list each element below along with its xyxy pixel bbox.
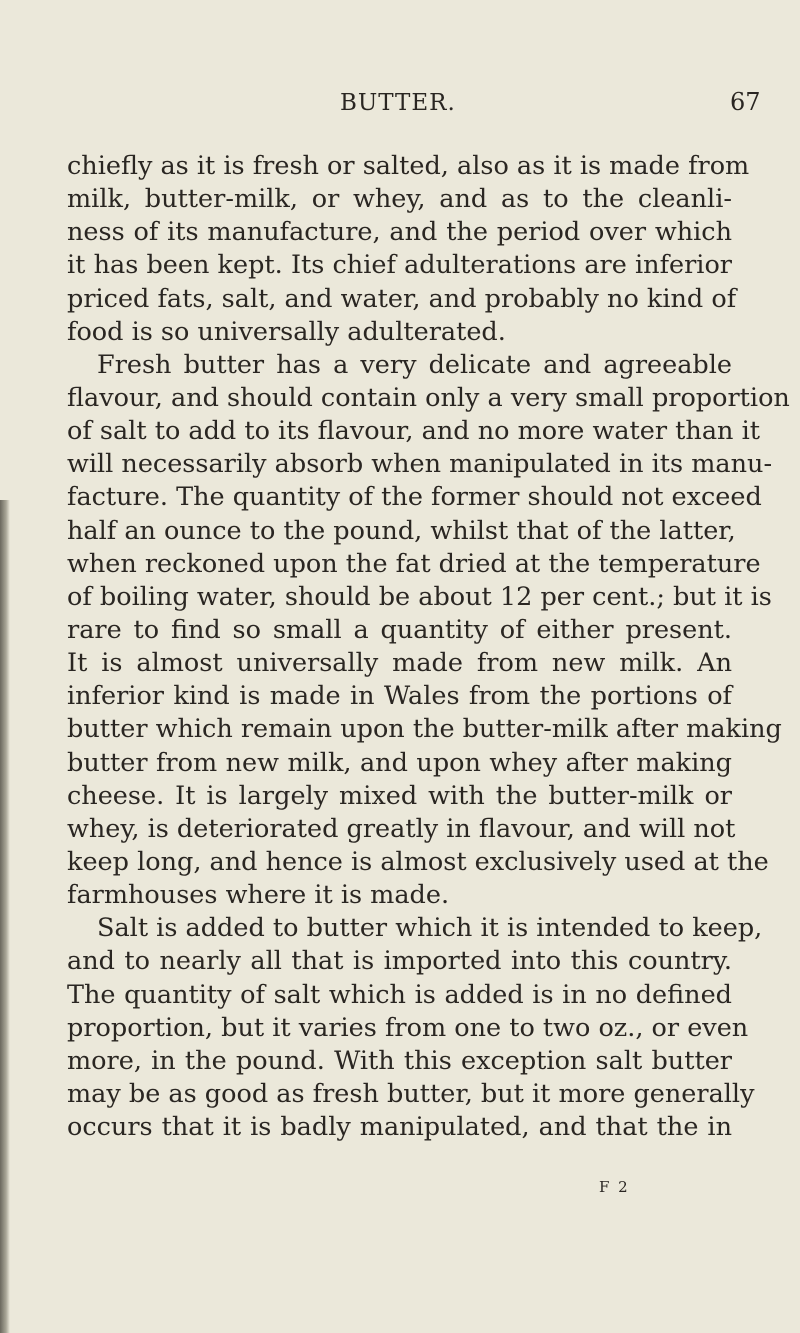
text-line: cheese. It is largely mixed with the butter-milk or xyxy=(67,780,732,811)
page-number: 67 xyxy=(730,88,761,116)
text-line: farmhouses where it is made. xyxy=(67,880,450,911)
text-line: of salt to add to its flavour, and no more water than it xyxy=(67,416,760,447)
text-line: occurs that it is badly manipulated, and that the in xyxy=(67,1112,732,1143)
text-line: flavour, and should contain only a very small proportion xyxy=(67,382,790,413)
text-line: rare to find so small a quantity of either present. xyxy=(67,614,732,645)
text-line: The quantity of salt which is added is in no defined xyxy=(67,979,732,1010)
text-line: it has been kept. Its chief adulterations are inferior xyxy=(67,250,732,281)
text-line: food is so universally adulterated. xyxy=(67,316,506,347)
text-line: ness of its manufacture, and the period over which xyxy=(67,217,732,248)
text-line: butter which remain upon the butter-milk after making xyxy=(67,714,782,745)
text-line: more, in the pound. With this exception salt butter xyxy=(67,1045,732,1076)
text-line: facture. The quantity of the former should not exceed xyxy=(67,482,762,513)
text-line: chiefly as it is fresh or salted, also as it is made from xyxy=(67,151,750,181)
text-line: when reckoned upon the fat dried at the temperature xyxy=(67,548,761,579)
running-title: BUTTER. xyxy=(340,90,456,116)
running-header xyxy=(0,86,800,126)
text-line: keep long, and hence is almost exclusively used at the xyxy=(67,846,769,877)
text-line: and to nearly all that is imported into this country. xyxy=(67,946,732,977)
text-line: milk, butter-milk, or whey, and as to the cleanli- xyxy=(67,184,732,215)
text-line: priced fats, salt, and water, and probably no kind of xyxy=(67,283,737,314)
text-line: butter from new milk, and upon whey after making xyxy=(67,747,732,778)
text-line: will necessarily absorb when manipulated in its manu- xyxy=(67,449,773,480)
text-line: of boiling water, should be about 12 per cent.; but it is xyxy=(67,581,772,612)
page-edge-shadow xyxy=(0,500,10,1333)
text-line: may be as good as fresh butter, but it more generally xyxy=(67,1078,755,1109)
text-line: It is almost universally made from new milk. An xyxy=(67,648,732,679)
text-line: proportion, but it varies from one to two oz., or even xyxy=(67,1012,749,1043)
text-line: Fresh butter has a very delicate and agreeable xyxy=(97,349,732,380)
text-line: whey, is deteriorated greatly in flavour, and will not xyxy=(67,813,736,844)
signature-mark: F 2 xyxy=(599,1178,630,1196)
text-line: inferior kind is made in Wales from the portions of xyxy=(67,681,732,712)
body-text xyxy=(67,150,790,1144)
text-line: Salt is added to butter which it is intended to keep, xyxy=(97,913,763,944)
text-line: half an ounce to the pound, whilst that of the latter, xyxy=(67,515,736,546)
